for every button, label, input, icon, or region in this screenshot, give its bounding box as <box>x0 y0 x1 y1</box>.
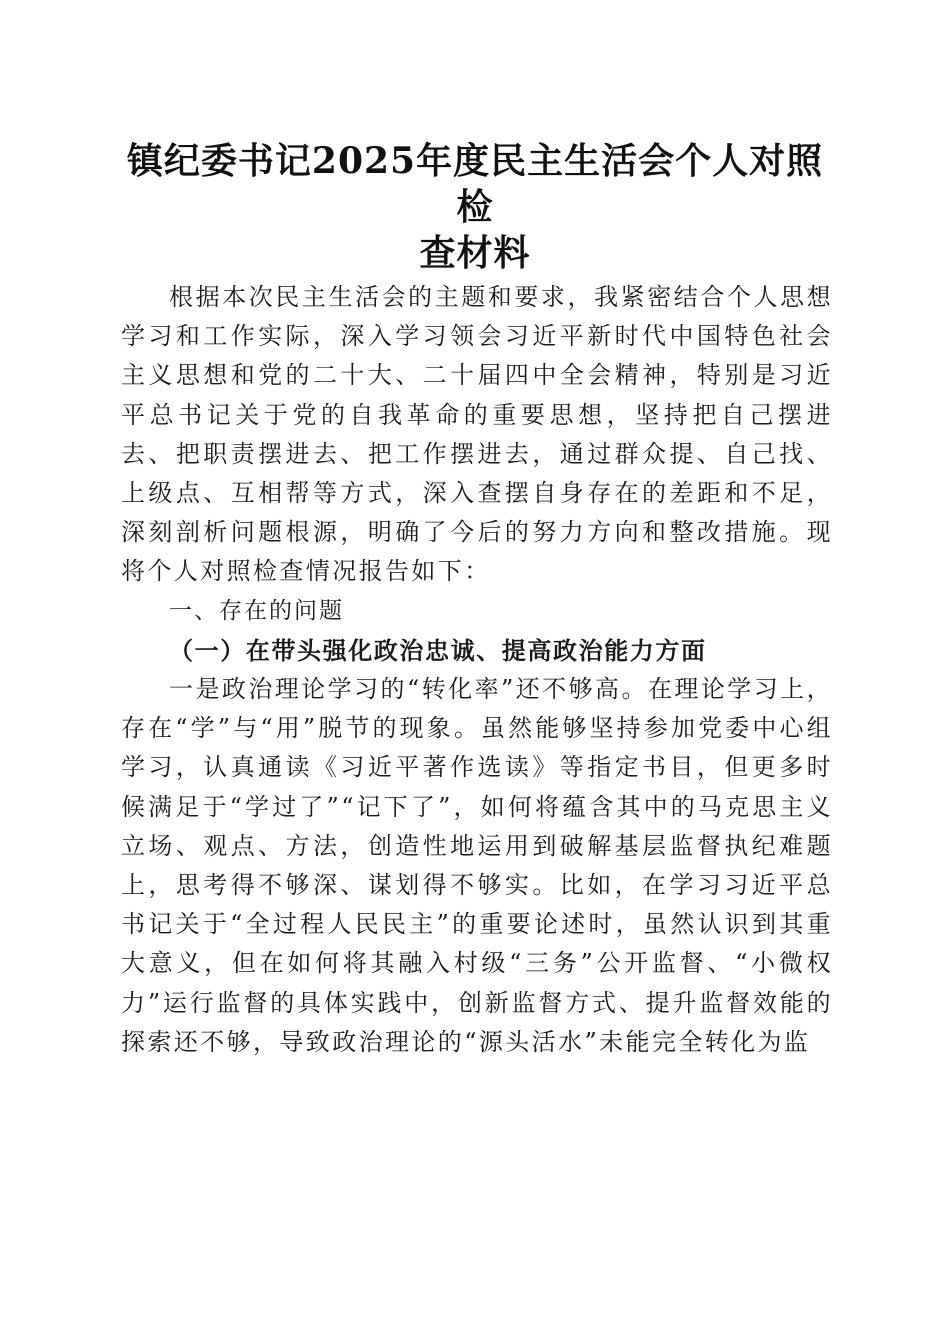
intro-paragraph: 根据本次民主生活会的主题和要求，我紧密结合个人思想学习和工作实际，深入学习领会习近平新时代中国特色社会主义思想和党的二十大、二十届四中全会精神，特别是习近平总书记关于党的自我革命的重要思想，坚持把自己摆进去、把职责摆进去、把工作摆进去，通过群众提、自己找、上级点、互相帮等方式，深入查摆自身存在的差距和不足，深刻剖析问题根源，明确了今后的努力方向和整改措施。现将个人对照检查情况报告如下： <box>121 283 833 586</box>
document-title-line-1: 镇纪委书记2025年度民主生活会个人对照检 <box>126 140 824 228</box>
point-one-paragraph: 一是政治理论学习的“转化率”还不够高。在理论学习上，存在“学”与“用”脱节的现象。虽然能够坚持参加党委中心组学习，认真通读《习近平著作选读》等指定书目，但更多时候满足于“学过了”“记下了”，如何将蕴含其中的马克思主义立场、观点、方法，创造性地运用到破解基层监督执纪难题上，思考得不够深、谋划得不够实。比如，在学习习近平总书记关于“全过程人民民主”的重要论述时，虽然认识到其重大意义，但在如何将其融入村级“三务”公开监督、“小微权力”运行监督的具体实践中，创新监督方式、提升监督效能的探索还不够，导致政治理论的“源头活水”未能完全转化为监 <box>121 675 833 1056</box>
section-heading-problems: 一、存在的问题 <box>169 597 344 624</box>
document-title <box>110 138 840 276</box>
subsection-heading-political-loyalty: （一）在带头强化政治忠诚、提高政治能力方面 <box>169 635 707 665</box>
document-title-line-2: 查材料 <box>419 232 531 274</box>
document-body <box>121 278 833 1062</box>
